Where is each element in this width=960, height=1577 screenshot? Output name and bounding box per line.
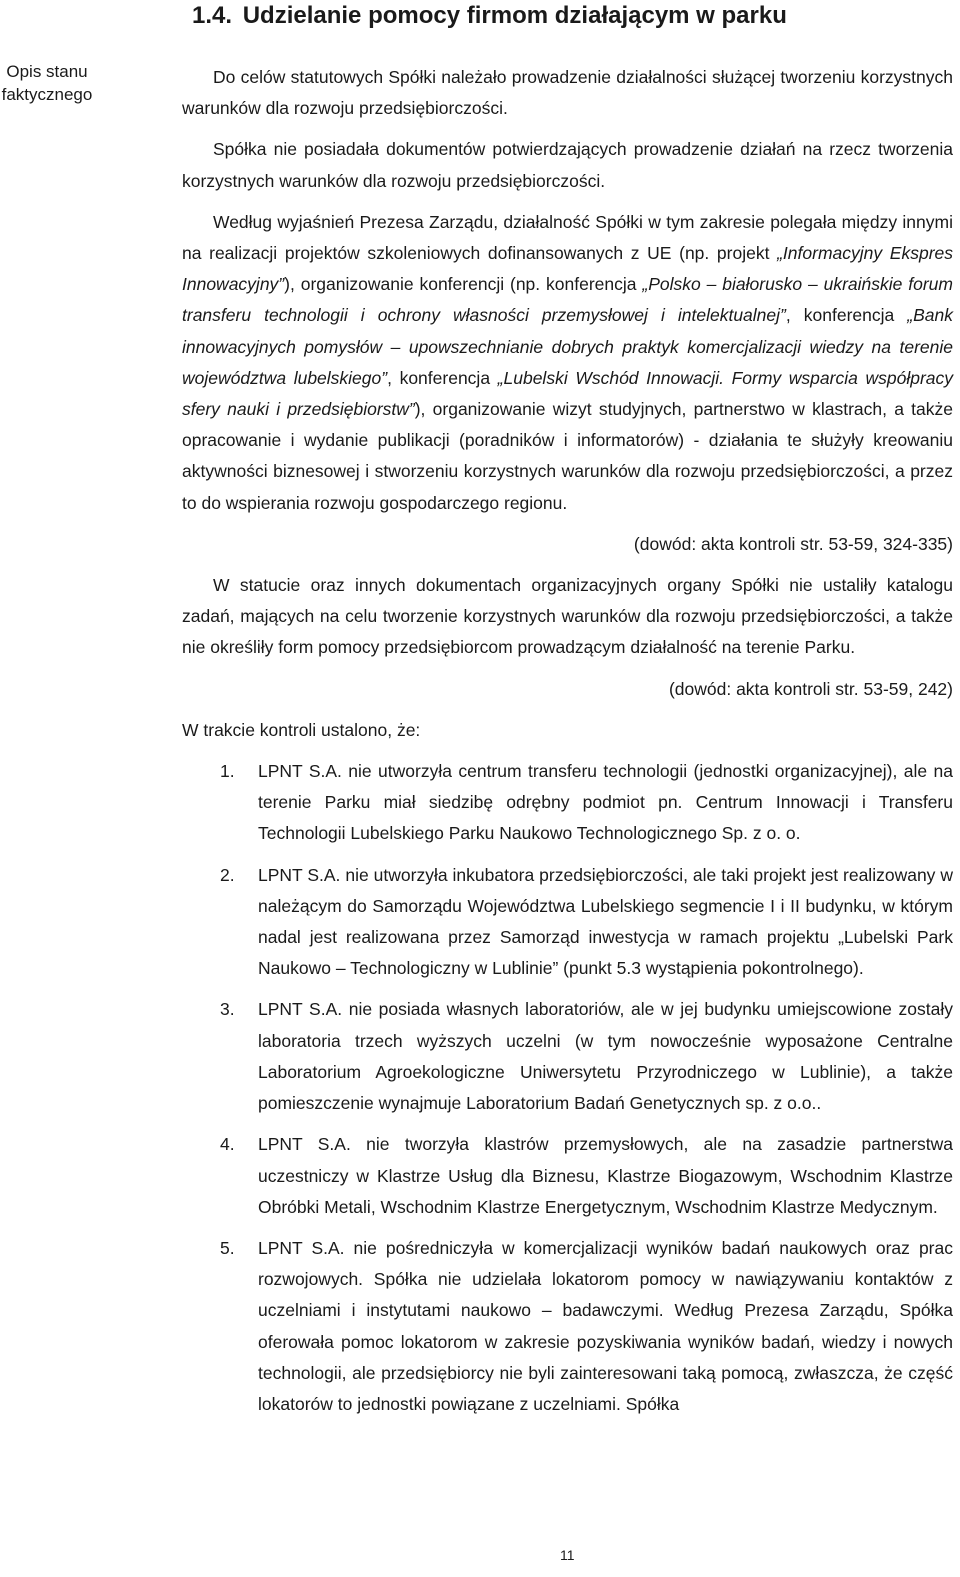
- list-item-text: LPNT S.A. nie utworzyła centrum transferu technologii (jednostki organizacyjnej), ale na terenie Parku miał siedzibę odrębny podmiot pn. Centrum Innowacji i Transferu Technologii Lubelskiego Parku Naukowo Technologicznego Sp. z o. o.: [258, 761, 953, 844]
- conference-name-1: „Polsko – białorusko – ukraińskie forum transferu technologii i ochrony własności przemysłowej i intelektualnej”: [182, 274, 953, 326]
- paragraph-explanations: [182, 207, 953, 519]
- project-name: „Informacyjny Ekspres Innowacyjny”: [182, 243, 954, 295]
- evidence-reference-2: (dowód: akta kontroli str. 53-59, 242): [668, 678, 953, 699]
- evidence-reference-1: (dowód: akta kontroli str. 53-59, 324-335): [633, 533, 953, 554]
- section-title: Udzielanie pomocy firmom działającym w parku: [242, 2, 787, 29]
- list-item: [182, 860, 953, 985]
- side-label-line2: faktycznego: [1, 85, 93, 104]
- conference-name-3: „Lubelski Wschód Innowacji. Formy wsparcia współpracy sfery nauki i przedsiębiorstw”: [182, 367, 954, 420]
- explanations-text-a: Według wyjaśnień Prezesa Zarządu, działalność Spółki w tym zakresie polegała między innymi na realizacji projektów szkoleniowych dofinansowanych z UE (np. projekt: [182, 211, 953, 264]
- main-content: [182, 62, 953, 1430]
- findings-intro: W trakcie kontroli ustalono, że:: [182, 719, 421, 740]
- list-item: [182, 1129, 953, 1223]
- list-item-number: 3.: [220, 999, 235, 1020]
- page-number: 11: [560, 1547, 575, 1563]
- explanations-text-c: ), organizowanie konferencji (np. konferencja: [284, 274, 643, 295]
- list-item-text: LPNT S.A. nie pośredniczyła w komercjalizacji wyników badań naukowych oraz prac rozwojowych. Spółka nie udzielała lokatorom pomocy w nawiązywaniu kontaktów z uczelniami i instytutami naukowo – badawczymi. Według Prezesa Zarządu, Spółka oferowała pomoc lokatorom w zakresie pozyskiwania wyników badań, wiedzy i nowych technologii, ale przedsiębiorcy nie byli zainteresowani taką pomocą, zwłaszcza, że część lokatorów to jednostki powiązane z uczelniami. Spółka: [258, 1237, 953, 1414]
- list-item-text: LPNT S.A. nie posiada własnych laboratoriów, ale w jej budynku umiejscowione zostały laboratoria trzech wyższych uczelni (w tym nowocześnie wyposażone Centralne Laboratorium Agroekologiczne Uniwersytetu Przyrodniczego w Lublinie), a także pomieszczenie wynajmuje Laboratorium Badań Genetycznych sp. z o.o..: [258, 999, 953, 1114]
- list-item-text: LPNT S.A. nie utworzyła inkubatora przedsiębiorczości, ale taki projekt jest realizowany w należącym do Samorządu Województwa Lubelskiego segmencie I i II budynku, w którym nadal jest realizowana przez Samorząd inwestycja w ramach projektu „Lubelski Park Naukowo – Technologiczny w Lublinie” (punkt 5.3 wystąpienia pokontrolnego).: [258, 864, 953, 979]
- list-item: [182, 756, 953, 850]
- explanations-text-e: , konferencja: [785, 305, 908, 326]
- list-item-number: 5.: [220, 1237, 235, 1258]
- list-item-number: 4.: [220, 1134, 235, 1155]
- side-label-line1: Opis stanu: [6, 62, 88, 81]
- conference-name-2: „Bank innowacyjnych pomysłów – upowszechnianie dobrych praktyk komercjalizacji wiedzy na terenie województwa lubelskiego”: [182, 305, 954, 388]
- explanations-text-g: , konferencja: [387, 367, 498, 388]
- list-item-text: LPNT S.A. nie tworzyła klastrów przemysłowych, ale na zasadzie partnerstwa uczestniczy w Klastrze Usług dla Biznesu, Klastrze Biogazowym, Wschodnim Klastrze Obróbki Metali, Wschodnim Klastrze Energetycznym, Wschodnim Klastrze Medycznym.: [258, 1134, 953, 1217]
- paragraph-statute: W statucie oraz innych dokumentach organizacyjnych organy Spółki nie ustaliły katalogu zadań, mających na celu tworzenie korzystnych warunków dla rozwoju przedsiębiorczości, a także nie określiły form pomocy przedsiębiorcom prowadzącym działalność na terenie Parku.: [182, 575, 953, 658]
- section-heading: [192, 2, 787, 30]
- list-item-number: 1.: [220, 761, 235, 782]
- section-number: 1.4.: [192, 2, 233, 29]
- list-item: [182, 994, 953, 1119]
- list-item-number: 2.: [220, 864, 235, 885]
- paragraph-no-documents: Spółka nie posiadała dokumentów potwierdzających prowadzenie działań na rzecz tworzenia korzystnych warunków dla rozwoju przedsiębiorczości.: [182, 139, 953, 191]
- list-item: [182, 1233, 953, 1420]
- findings-list: [182, 756, 953, 1420]
- side-label: [0, 60, 94, 106]
- explanations-text-i: ), organizowanie wizyt studyjnych, partnerstwo w klastrach, a także opracowanie i wydanie publikacji (poradników i informatorów) - działania te służyły kreowaniu aktywności biznesowej i stworzeniu korzystnych warunków dla rozwoju przedsiębiorczości, a przez to do wspierania rozwoju gospodarczego regionu.: [182, 399, 954, 513]
- paragraph-purpose: Do celów statutowych Spółki należało prowadzenie działalności służącej tworzeniu korzystnych warunków dla rozwoju przedsiębiorczości.: [182, 67, 953, 119]
